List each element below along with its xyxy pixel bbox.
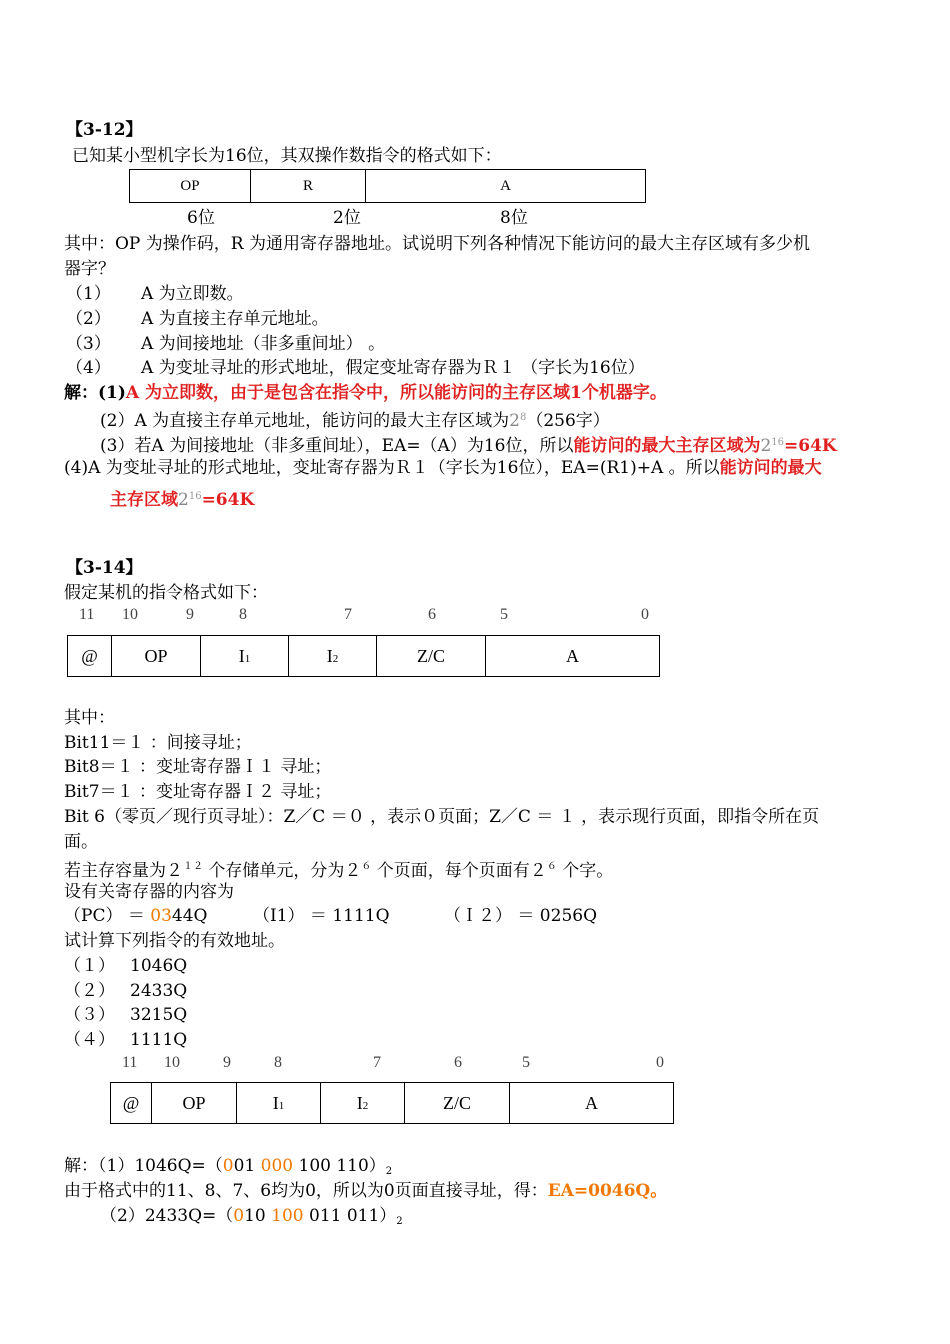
bit-7: 7 (344, 606, 352, 623)
answer-2-b: 10 (244, 1206, 272, 1226)
width-a: 8位 (500, 208, 528, 228)
field-i1-sub: 1 (278, 1099, 285, 1112)
field-i2-sub: 2 (362, 1099, 369, 1112)
solution-4 (64, 457, 822, 479)
solution-3-answer: 能访问的最大主存区域为 (573, 436, 761, 456)
field-zc: Z/C (405, 1083, 510, 1124)
problem-3-14-intro: 假定某机的指令格式如下： (64, 583, 268, 603)
pc-value-rest: 44Q (171, 906, 208, 926)
question-1-val: 1046Q (130, 956, 188, 976)
answer-1-o1: 0 (222, 1156, 234, 1176)
answer-1-explanation-text: 由于格式中的11、8、7、6均为0，所以为0页面直接寻址，得： (64, 1181, 548, 1201)
pc-value-highlight: 03 (150, 906, 172, 926)
field-at: @ (68, 636, 112, 677)
mem-exp1: １２ (183, 861, 203, 872)
field-i2-letter: I (356, 1092, 363, 1113)
bit8-desc: Bit8＝１ ：变址寄存器Ｉ１ 寻址； (64, 757, 332, 777)
case-2-num: （2） (66, 309, 111, 329)
field-i1 (237, 1083, 321, 1124)
solution-2-text: (2）A 为直接主存单元地址，能访问的最大主存区域为 (100, 411, 510, 431)
problem-3-14-header: 【3-14】 (66, 558, 143, 578)
answer-1-o2: 000 (260, 1156, 294, 1176)
register-values (64, 905, 207, 927)
question-3-val: 3215Q (130, 1005, 188, 1025)
answer-1-b: 01 (233, 1156, 261, 1176)
solution-4b-answer: 主存区域 (110, 490, 178, 510)
solution-3-base: 2 (760, 436, 772, 456)
question-4-num: （４） (64, 1030, 115, 1050)
answer-1-sub: 2 (385, 1166, 393, 1177)
field-i2 (321, 1083, 405, 1124)
field-op: OP (152, 1083, 237, 1124)
field-i2-letter: I (326, 645, 333, 666)
solution-3-text: (3）若A 为间接地址（非多重间址），EA=（A）为16位，所以 (100, 436, 574, 456)
mem-exp2: ６ (361, 861, 372, 872)
bit6-desc-cont: 面。 (64, 832, 98, 852)
case-4-num: （4） (66, 358, 111, 378)
solution-4-continued (110, 486, 254, 511)
field-r: R (251, 170, 366, 203)
mem-exp3: ６ (546, 861, 557, 872)
bit-0: 0 (641, 606, 649, 623)
pc-label: （PC） ＝ (64, 906, 151, 926)
answer-2-o1: 0 (233, 1206, 245, 1226)
description-line-1: 其中：OP 为操作码，R 为通用寄存器地址。试说明下列各种情况下能访问的最大主存区域有多少机 (64, 234, 810, 254)
bit6-desc: Bit 6（零页／现行页寻址）：Z／C ＝０ ，表示０页面；Z／C ＝ １ ，表示现行页面，即指令所在页 (64, 807, 820, 827)
bit-10: 10 (164, 1054, 180, 1071)
field-i2-sub: 2 (332, 652, 339, 665)
field-a: A (510, 1083, 674, 1124)
solution-2-tail: （256字） (526, 411, 610, 431)
solution-1-prefix: 解：(1) (64, 383, 126, 403)
bit-6: 6 (428, 606, 436, 623)
answer-1-a: 解：（1）1046Q=（ (64, 1156, 223, 1176)
case-4-text: A 为变址寻址的形式地址，假定变址寄存器为Ｒ１ （字长为16位） (141, 358, 645, 378)
question-3-num: （３） (64, 1005, 115, 1025)
field-i1-letter: I (272, 1092, 279, 1113)
solution-1 (64, 382, 667, 404)
where-label: 其中： (64, 708, 115, 728)
field-i2 (289, 636, 377, 677)
field-op: OP (130, 170, 251, 203)
question-4-val: 1111Q (130, 1030, 188, 1050)
bit-6: 6 (454, 1054, 462, 1071)
question-1-num: （１） (64, 956, 115, 976)
instruction-format-table-3-14-repeat (110, 1082, 674, 1124)
bit11-desc: Bit11＝１ ：间接寻址； (64, 733, 252, 753)
case-1-text: A 为立即数。 (141, 284, 244, 304)
instruction-format-table-3-12 (129, 169, 646, 203)
instruction-format-table-3-14 (67, 635, 660, 677)
bit-11: 11 (122, 1054, 138, 1071)
solution-3 (100, 432, 837, 457)
problem-3-12-header: 【3-12】 (66, 120, 143, 140)
answer-2-sub: 2 (396, 1216, 403, 1227)
answer-1-explanation (64, 1180, 667, 1202)
problem-3-12-intro: 已知某小型机字长为16位，其双操作数指令的格式如下： (72, 146, 502, 166)
bit-11: 11 (79, 606, 95, 623)
field-i1-sub: 1 (244, 652, 251, 665)
register-intro: 设有关寄存器的内容为 (64, 882, 234, 902)
field-i1 (201, 636, 289, 677)
answer-1-result: EA=0046Q。 (547, 1181, 668, 1201)
bit-7: 7 (373, 1054, 381, 1071)
solution-1-answer: A 为立即数，由于是包含在指令中，所以能访问的主存区域1个机器字。 (125, 383, 667, 403)
i1-value: （I1） ＝ 1111Q (253, 906, 390, 926)
question-2-num: （２） (64, 981, 115, 1001)
field-i1-letter: I (238, 645, 245, 666)
bit-10: 10 (122, 606, 138, 623)
solution-3-exp: 16 (771, 437, 785, 448)
solution-2 (100, 407, 610, 432)
bit-numbers-row-2 (0, 1054, 950, 1076)
case-3-text: A 为间接地址（非多重间址） 。 (141, 334, 386, 354)
answer-2-c: 011 011） (303, 1206, 397, 1226)
i2-value: （Ｉ２） ＝ 0256Q (444, 906, 598, 926)
case-1-num: （1） (66, 284, 111, 304)
mem-c: 个页面，每个页面有２ (371, 861, 547, 881)
mem-d: 个字。 (556, 861, 614, 881)
bit-0: 0 (656, 1054, 664, 1071)
mem-b: 个存储单元，分为２ (203, 861, 362, 881)
calc-instruction: 试计算下列指令的有效地址。 (64, 931, 285, 951)
question-2-val: 2433Q (130, 981, 188, 1001)
memory-capacity (64, 856, 613, 882)
description-line-2: 器字？ (64, 259, 115, 279)
case-3-num: （3） (66, 334, 111, 354)
solution-4b-base: 2 (178, 490, 189, 510)
solution-4b-exp: 16 (188, 491, 202, 502)
width-op: 6位 (187, 208, 215, 228)
case-2-text: A 为直接主存单元地址。 (141, 309, 329, 329)
field-zc: Z/C (377, 636, 486, 677)
mem-a: 若主存容量为２ (64, 861, 183, 881)
solution-3-tail: =64K (784, 436, 837, 456)
answer-2-o2: 100 (271, 1206, 304, 1226)
solution-4-answer: 能访问的最大 (719, 458, 822, 478)
field-op: OP (112, 636, 201, 677)
answer-2 (100, 1205, 403, 1233)
solution-4b-tail: =64K (201, 490, 255, 510)
bit7-desc: Bit7＝１ ：变址寄存器Ｉ２ 寻址； (64, 782, 332, 802)
field-at: @ (111, 1083, 152, 1124)
field-a: A (486, 636, 660, 677)
bit-5: 5 (522, 1054, 530, 1071)
bit-5: 5 (500, 606, 508, 623)
answer-1-c: 100 110） (293, 1156, 386, 1176)
bit-8: 8 (239, 606, 247, 623)
solution-2-base: 2 (509, 411, 520, 431)
answer-2-a: （2）2433Q=（ (100, 1206, 234, 1226)
width-r: 2位 (333, 208, 361, 228)
bit-numbers-row-1 (0, 606, 950, 628)
solution-4-text: (4)A 为变址寻址的形式地址，变址寄存器为Ｒ１（字长为16位），EA=(R1)+A 。所以 (64, 458, 720, 478)
solution-2-exp: 8 (519, 412, 527, 423)
bit-9: 9 (186, 606, 194, 623)
bit-9: 9 (223, 1054, 231, 1071)
answer-1 (64, 1155, 392, 1183)
bit-8: 8 (274, 1054, 282, 1071)
field-a: A (366, 170, 646, 203)
